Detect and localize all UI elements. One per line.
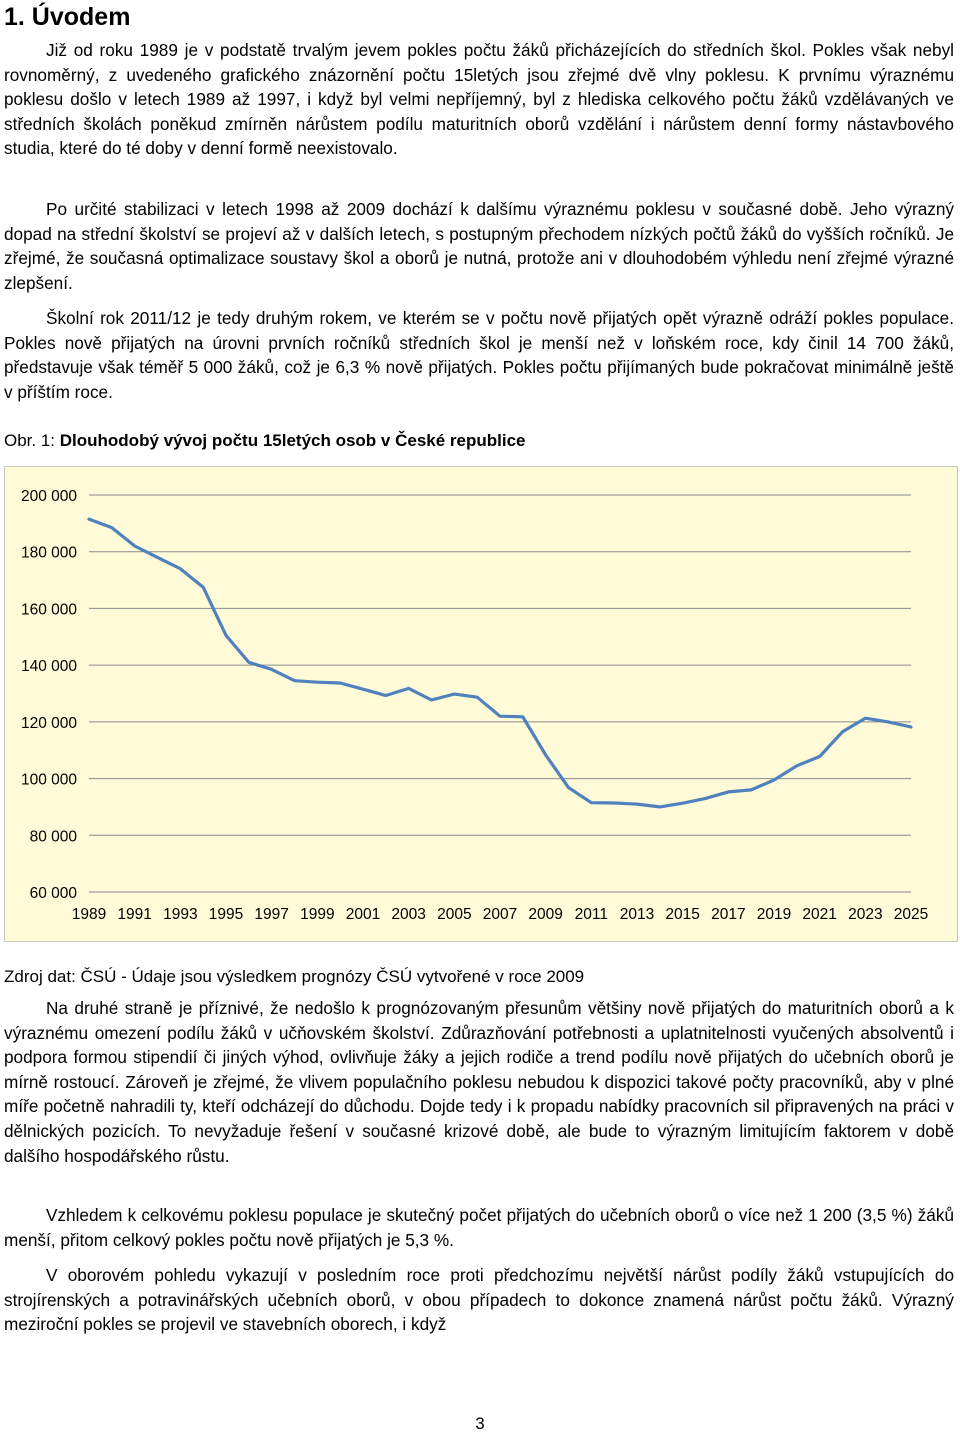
x-tick-label: 2017 (711, 906, 746, 923)
figure-caption (4, 430, 526, 452)
x-tick-label: 1989 (71, 906, 107, 923)
y-tick-label: 100 000 (20, 771, 77, 789)
x-tick-label: 1999 (300, 906, 335, 923)
paragraph-4: Na druhé straně je příznivé, že nedošlo k prognózovaným přesunům většiny nově přijatých do maturitních oborů a k výraznému omezení podílu žáků v učňovském školství. Zdůrazňování potřebnosti a uplatnitelnosti vyučených absolventů i podpora formou stipendií či jiných výhod, ovlivňuje žáky a jejich rodiče a trend podílu nově přijatých do učebních oborů je mírně rostoucí. Zároveň je zřejmé, že vlivem populačního poklesu nebudou k dispozici takové počty pracovníků, aby v plné míře početně nahradili ty, kteří odcházejí do důchodu. Dojde tedy i k propadu nabídky pracovních sil připravených na práci v dělnických pozicích. To nevyžaduje řešení v současné krizové době, ale bude to výrazným limitujícím faktorem v době dalšího hospodářského růstu. (4, 998, 954, 1166)
x-tick-label: 2023 (848, 906, 883, 923)
page-number: 3 (475, 1414, 485, 1433)
x-tick-label: 2013 (619, 906, 655, 923)
line-chart (4, 466, 958, 942)
x-tick-label: 2015 (665, 906, 700, 923)
x-tick-label: 2003 (391, 906, 426, 923)
paragraph-3: Školní rok 2011/12 je tedy druhým rokem, ve kterém se v počtu nově přijatých opět výrazně odráží pokles populace. Pokles nově přijatých na úrovni prvních ročníků středních škol je menší než v loňském roce, kdy činil 14 700 žáků, představuje však téměř 5 000 žáků, což je 6,3 % nově přijatých. Pokles počtu přijímaných bude pokračovat minimálně ještě v příštím roce. (4, 308, 954, 402)
section-heading: 1. Úvodem (4, 3, 131, 31)
figure-caption-prefix: Obr. 1: (4, 431, 56, 450)
x-tick-label: 2011 (574, 906, 609, 923)
x-tick-label: 1991 (117, 906, 152, 923)
x-tick-label: 2019 (756, 906, 792, 923)
x-tick-label: 2009 (528, 906, 563, 923)
x-tick-label: 1995 (208, 906, 244, 923)
figure-caption-title: Dlouhodobý vývoj počtu 15letých osob v České republice (59, 431, 526, 450)
x-tick-label: 2021 (802, 906, 837, 923)
x-tick-label: 2001 (345, 906, 381, 923)
y-tick-label: 120 000 (20, 714, 77, 732)
data-source-note: Zdroj dat: ČSÚ - Údaje jsou výsledkem prognózy ČSÚ vytvořené v roce 2009 (4, 967, 585, 986)
paragraph-2: Po určité stabilizaci v letech 1998 až 2009 dochází k dalšímu výraznému poklesu v současné době. Jeho výrazný dopad na střední školství se projeví až v dalších letech, s postupným přechodem nízkých počtů žáků do vyšších ročníků. Je zřejmé, že současná optimalizace soustavy škol a oborů je nutná, protože ani v dlouhodobém výhledu není zřejmé výrazné zlepšení. (4, 199, 954, 293)
paragraph-1: Již od roku 1989 je v podstatě trvalým jevem pokles počtu žáků přicházejících do středních škol. Pokles však nebyl rovnoměrný, z uvedeného grafického znázornění počtu 15letých jsou zřejmé dvě vlny poklesu. K prvnímu výraznému poklesu došlo v letech 1989 až 1997, i když byl velmi nepříjemný, byl z hlediska celkového počtu žáků vzdělávaných ve středních školách poněkud zmírněn nárůstem podílu maturitních oborů vzdělání i nárůstem denní formy nástavbového studia, které do té doby v denní formě neexistovalo. (4, 40, 954, 159)
y-tick-label: 140 000 (20, 658, 77, 676)
y-tick-label: 180 000 (20, 544, 77, 562)
y-tick-label: 200 000 (20, 488, 77, 505)
paragraph-6: V oborovém pohledu vykazují v posledním roce proti předchozímu největší nárůst podíly žáků vstupujících do strojírenských a potravinářských učebních oborů, v obou případech to dokonce znamená nárůst počtu žáků. Výrazný meziroční pokles se projevil ve stavebních oborech, i když (4, 1265, 954, 1335)
x-tick-label: 1997 (254, 906, 289, 923)
y-tick-label: 60 000 (29, 885, 77, 902)
x-tick-label: 2007 (482, 906, 518, 923)
y-tick-label: 80 000 (29, 828, 77, 846)
chart-canvas (5, 467, 957, 941)
series-line (89, 519, 911, 807)
x-tick-label: 1993 (163, 906, 198, 923)
paragraph-5: Vzhledem k celkovému poklesu populace je skutečný počet přijatých do učebních oborů o více než 1 200 (3,5 %) žáků menší, přitom celkový pokles počtu nově přijatých je 5,3 %. (4, 1205, 954, 1250)
x-tick-label: 2005 (437, 906, 472, 923)
x-tick-label: 2025 (893, 906, 929, 923)
y-tick-label: 160 000 (20, 601, 77, 619)
